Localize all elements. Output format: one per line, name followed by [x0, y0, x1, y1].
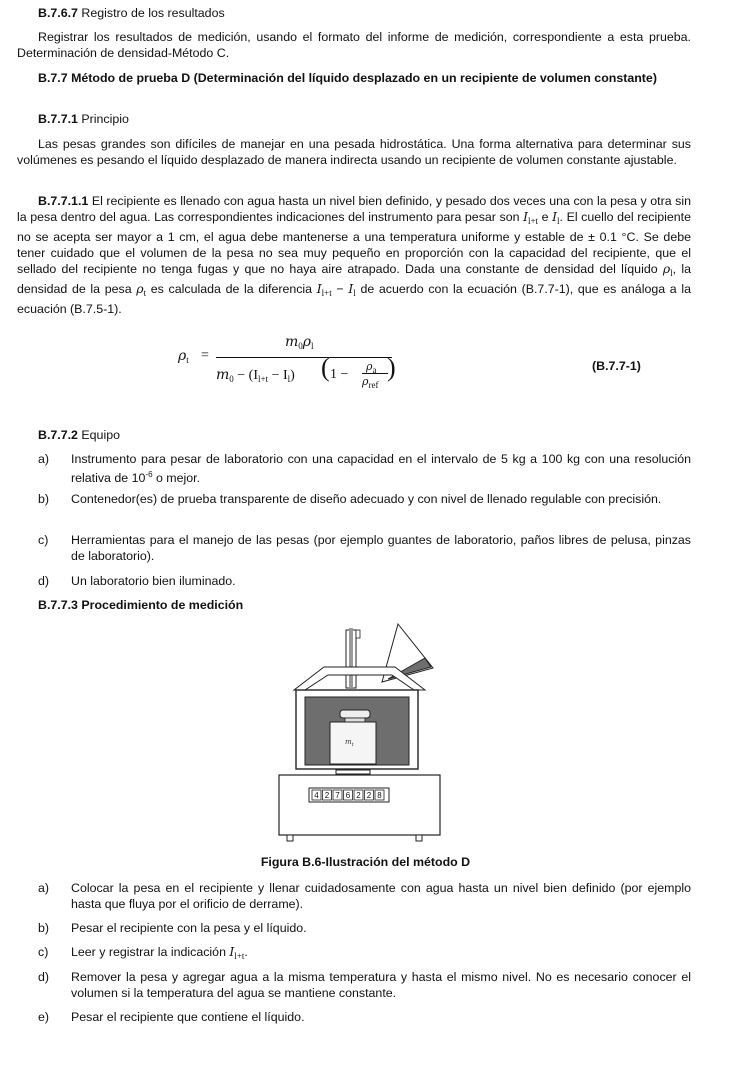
- section-heading-b772: B.7.7.2 Equipo: [38, 428, 120, 442]
- display-digit: 7: [335, 791, 340, 800]
- display-digit: 2: [324, 791, 330, 800]
- paragraph-b7711: B.7.7.1.1 El recipiente es llenado con agua hasta un nivel bien definido, y pesado dos veces una con la pesa y otra sin la pesa dentro del agua. Las correspondientes indicaciones del instrumento para pesar son $I_{l+t}$ e $I_l$. El cuello del recipiente no se acepta ser mayor a 1 cm, el agua debe mantenerse a una temperatura uniforme y estable de ± 0.1 °C. Se debe tener cuidado que el volumen de la pesa no sea muy pequeño en proporción con la capacidad del recipiente, que el sellado del recipiente no tenga fugas y que no haya aire atrapado. Dada una constante de densidad del líquido $\rho_l$, la densidad de la pesa $\rho_t$ es calculada de la diferencia $I_{l+t} - I_l$ de acuerdo con la ecuación (B.7.7-1), que es análoga a la ecuación (B.7.5-1).: [17, 194, 692, 316]
- list-item: a) Colocar la pesa en el recipiente y llenar cuidadosamente con agua hasta un nivel bien definido (por ejemplo hasta que fluya por el orificio de derrame).: [38, 881, 691, 911]
- display-digit: 6: [345, 791, 351, 800]
- method-d-figure: [270, 622, 450, 846]
- section-heading-b771: B.7.7.1 Principio: [38, 112, 129, 126]
- display-digit: 2: [366, 791, 372, 800]
- fraction-bar: [216, 357, 392, 358]
- equation-number: (B.7.7-1): [592, 359, 641, 373]
- list-item: e) Pesar el recipiente que contiene el líquido.: [38, 1010, 305, 1024]
- display-digit: 2: [356, 791, 361, 800]
- equation-denominator: $m_0 - (I_{l+t} - I_l)$: [216, 367, 295, 384]
- section-heading-b773: B.7.7.3 Procedimiento de medición: [38, 598, 244, 612]
- balance-display: [312, 790, 384, 800]
- list-item: b) Contenedor(es) de prueba transparente de diseño adecuado y con nivel de llenado regulable con precisión.: [38, 492, 662, 506]
- section-heading-b767: B.7.6.7 Registro de los resultados: [38, 6, 225, 20]
- list-item: d) Un laboratorio bien iluminado.: [38, 574, 236, 588]
- display-digit: 4: [314, 791, 319, 800]
- list-item: c) Herramientas para el manejo de las pesas (por ejemplo guantes de laboratorio, paños libres de pelusa, pinzas de laboratorio).: [38, 533, 691, 563]
- paragraph-principio: Las pesas grandes son difíciles de manejar en una pesada hidrostática. Una forma alternativa para determinar sus volúmenes es pesando el líquido desplazado de manera indirecta usando un recipiente de volumen constante ajustable.: [17, 137, 691, 167]
- balance-body: [279, 775, 440, 835]
- list-item: a) Instrumento para pesar de laboratorio con una capacidad en el intervalo de 5 kg a 100 kg con una resolución relativa de $10^{-6}$ o mejor.: [38, 452, 691, 485]
- weight-label: $m_t$: [345, 738, 354, 748]
- section-heading-b77: B.7.7 Método de prueba D (Determinación del líquido desplazado en un recipiente de volumen constante): [38, 71, 657, 85]
- list-item: d) Remover la pesa y agregar agua a la misma temperatura y hasta el mismo nivel. No es necesario conocer el volumen si la temperatura del agua se mantiene constante.: [38, 970, 691, 1000]
- list-item: c) Leer y registrar la indicación $I_{l+t}$.: [38, 944, 248, 961]
- display-digit: 8: [377, 791, 382, 800]
- list-item: b) Pesar el recipiente con la pesa y el líquido.: [38, 921, 307, 935]
- equation-b771: $\rho_t$ = $m_0\rho_l$ $m_0 - (I_{l+t} - I_l)$ ( 1 − $\rho_a$ $\rho_{ref}$ ): [178, 334, 396, 390]
- figure-caption: Figura B.6-Ilustración del método D: [260, 855, 471, 869]
- paragraph-registro: Registrar los resultados de medición, usando el formato del informe de medición, correspondiente a esta prueba. Determinación de densidad-Método C.: [17, 30, 691, 60]
- equation-numerator: $m_0\rho_l$: [285, 334, 314, 351]
